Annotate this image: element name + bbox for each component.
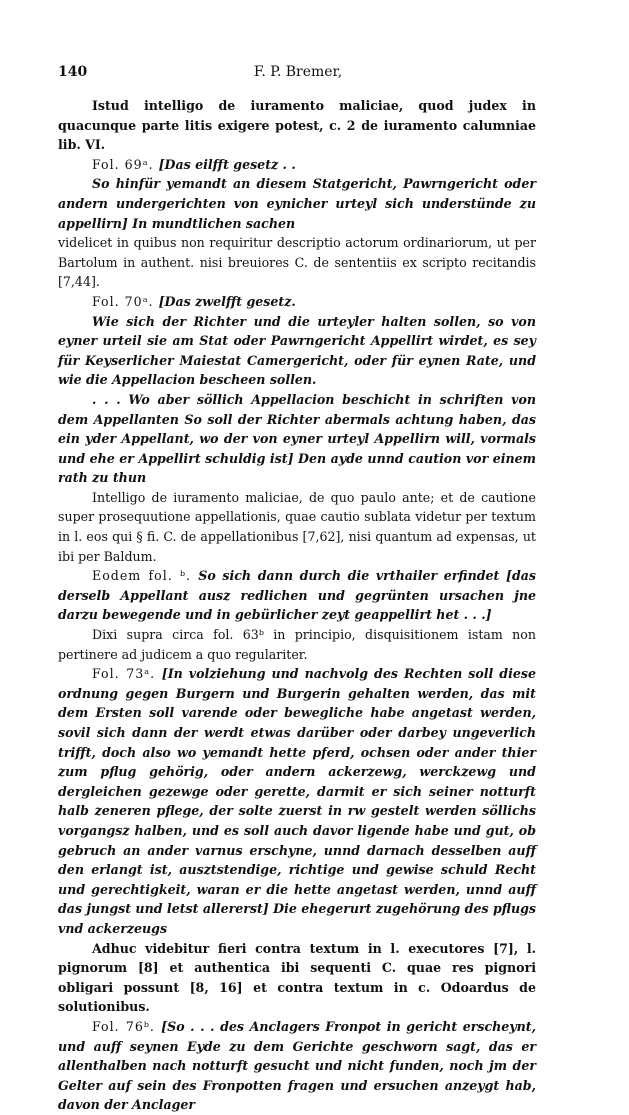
paragraph-p11 xyxy=(58,664,536,938)
paragraph-p12 xyxy=(58,939,536,1017)
folio-reference: Eodem fol. ᵇ. xyxy=(92,568,199,584)
quoted-german-text: So sich dann durch die vrthailer erfindet [das derselb Appellant ausz redlichen und gegrünten ursachen jne darzu bewegende und in gebürlicher zeyt geappellirt het . . .] xyxy=(58,568,536,623)
latin-commentary: Dixi supra circa fol. 63ᵇ in principio, disquisitionem istam non pertinere ad judicem a quo regulariter. xyxy=(58,627,536,662)
page-header xyxy=(58,64,538,84)
latin-commentary: videlicet in quibus non requiritur descriptio actorum ordinariorum, ut per Bartolum in authent. nisi breuiores C. de sententiis ex scripto recitandis [7,44]. xyxy=(58,235,536,290)
paragraph-p9 xyxy=(58,566,536,625)
quoted-german-text: . . . Wo aber söllich Appellacion beschicht in schriften von dem Appellanten So soll der Richter abermals achtung haben, das ein yder Appellant, wo der von eyner urteyl Appellirn will, vormals und ehe er Appellirt schuldig ist] Den ayde unnd caution vor einem rath zu thun xyxy=(58,391,536,486)
paragraph-p4 xyxy=(58,233,536,292)
paragraph-p5 xyxy=(58,292,536,312)
paragraph-p8 xyxy=(58,488,536,566)
folio-reference: Fol. 76ᵇ. xyxy=(92,1018,162,1034)
page-number: 140 xyxy=(58,64,88,80)
text-body xyxy=(58,96,536,1115)
paragraph-p6 xyxy=(58,312,536,390)
folio-reference: Fol. 70ᵃ. xyxy=(92,293,159,309)
running-title: F. P. Bremer, xyxy=(253,64,343,80)
latin-commentary: Istud intelligo de iuramento maliciae, quod judex in quacunque parte litis exigere potest, c. 2 de iuramento calumniae lib. VI. xyxy=(58,98,536,153)
paragraph-p1 xyxy=(58,96,536,155)
paragraph-p7 xyxy=(58,390,536,488)
quoted-german-text: So hinfür yemandt an diesem Statgericht, Pawrngericht oder andern undergerichten von eynicher urteyl sich understünde zu appellirn] In mundtlichen sachen xyxy=(58,176,536,231)
quoted-german-text: [Das zwelfft gesetz. xyxy=(158,293,296,309)
paragraph-p10 xyxy=(58,625,536,664)
folio-reference: Fol. 69ᵃ. xyxy=(92,156,159,172)
paragraph-p3 xyxy=(58,174,536,233)
quoted-german-text: [In volziehung und nachvolg des Rechten soll diese ordnung gegen Burgern und Burgerin gehalten werden, das mit dem Ersten soll varende oder bewegliche habe angetast werden, sovil sich dann der werdt etwas darüber oder darbey ungeverlich trifft, doch also wo yemandt hette pferd, ochsen oder ander thier zum pflug gehörig, oder andern ackerzewg, werckzewg und dergleichen gezewge oder gerette, darmit er sich seiner notturft halb zeneren pflege, der solte zuerst in rw gestelt werden söllichs vorgangsz halben, und es soll auch davor ligende habe und gut, ob gebruch an ander varnus erschyne, unnd darnach desselben auff den erlangt ist, ausztstendige, richtige und gewise schuld Recht und gerechtigkeit, waran er die hette angetast werden, unnd auff das jungst und letst allererst] Die ehegerurt zugehörung des pflugs vnd ackerzeugs xyxy=(58,666,536,936)
quoted-german-text: [So . . . des Anclagers Fronpot in gericht erscheynt, und auff seynen Eyde zu dem Gerichte geschworn sagt, das er allenthalben nach notturft gesucht und nicht funden, noch jm der Gelter auf sein des Fronpotten fragen und ersuchen anzeygt hab, davon der Anclager xyxy=(58,1018,536,1113)
quoted-german-text: Wie sich der Richter und die urteyler halten sollen, so von eyner urteil sie am Stat oder Pawrngericht Appellirt wirdet, es sey für Keyserlicher Maiestat Camergericht, oder für eynen Rate, und wie die Appellacion bescheen sollen. xyxy=(58,313,536,388)
quoted-german-text: [Das eilfft gesetz . . xyxy=(158,156,296,172)
latin-commentary: Intelligo de iuramento maliciae, de quo paulo ante; et de cautione super prosequutione appellationis, quae cautio sublata videtur per textum in l. eos qui § fi. C. de appellationibus [7,62], nisi quantum ad expensas, ut ibi per Baldum. xyxy=(58,489,536,564)
paragraph-p2 xyxy=(58,155,536,175)
latin-commentary: Adhuc videbitur fieri contra textum in l. executores [7], l. pignorum [8] et authentica ibi sequenti C. quae res pignori obligari possunt [8, 16] et contra textum in c. Odoardus de solutionibus. xyxy=(58,940,536,1015)
folio-reference: Fol. 73ᵃ. xyxy=(92,666,162,682)
paragraph-p13 xyxy=(58,1017,536,1115)
